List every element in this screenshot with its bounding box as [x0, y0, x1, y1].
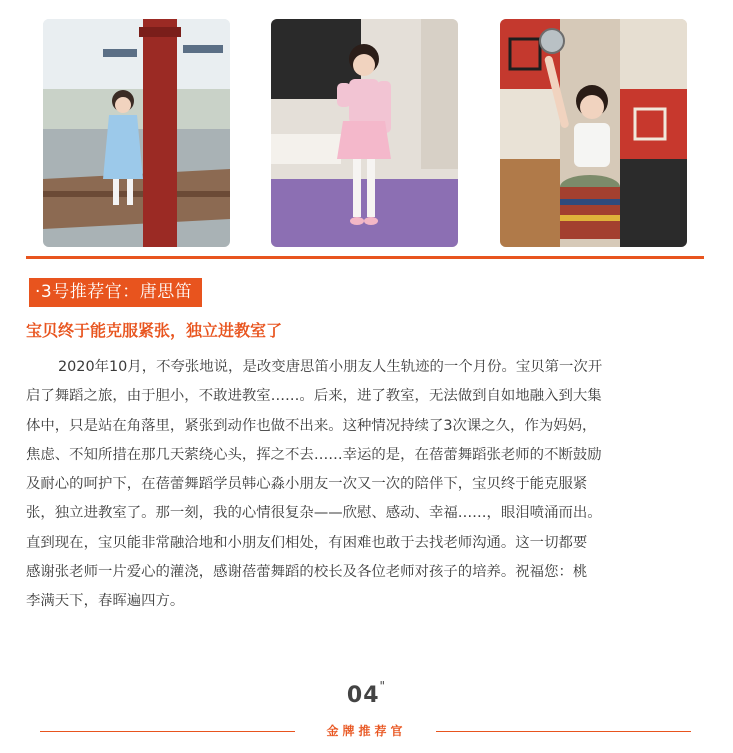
body-line: 焦虑、不知所措在那几天萦绕心头，挥之不去……幸运的是，在蓓蕾舞蹈张老师的不断鼓励 — [26, 446, 602, 463]
body-line: 体中，只是站在角落里，紧张到动作也做不出来。这种情况持续了3次课之久，作为妈妈， — [26, 417, 597, 434]
body-line: 直到现在，宝贝能非常融洽地和小朋友们相处，有困难也敢于去找老师沟通。这一切都要 — [26, 534, 588, 551]
body-line: 及耐心的呵护下，在蓓蕾舞蹈学员韩心淼小朋友一次又一次的陪伴下，宝贝终于能克服紧 — [26, 476, 588, 493]
page-number-mark: " — [379, 679, 387, 693]
story-headline: 宝贝终于能克服紧张，独立进教室了 — [26, 321, 283, 340]
orange-divider — [26, 256, 704, 259]
footer-label: 金牌推荐官 — [326, 724, 407, 738]
page-number — [0, 679, 733, 708]
section-tag: ·3号推荐官：唐思笛 — [29, 278, 202, 307]
body-line: 感谢张老师一片爱心的灌浇，感谢蓓蕾舞蹈的校长及各位老师对孩子的培养。祝福您：桃 — [26, 564, 588, 581]
page-number-value: 04 — [346, 683, 380, 708]
body-line: 启了舞蹈之旅，由于胆小，不敢进教室……。后来，进了教室，无法做到自如地融入到大集 — [26, 388, 602, 405]
body-line: 李满天下，春晖遍四方。 — [26, 593, 185, 610]
photo-girl-blue-dress — [43, 19, 230, 247]
photo-girl-tambourine — [500, 19, 687, 247]
body-line: 2020年10月，不夸张地说，是改变唐思笛小朋友人生轨迹的一个月份。宝贝第一次开 — [58, 359, 603, 375]
photo-girl-pink-ballet — [271, 19, 458, 247]
story-body — [26, 353, 706, 617]
body-line: 张，独立进教室了。那一刻，我的心情很复杂——欣慰、感动、幸福……，眼泪喷涌而出。 — [26, 505, 602, 522]
